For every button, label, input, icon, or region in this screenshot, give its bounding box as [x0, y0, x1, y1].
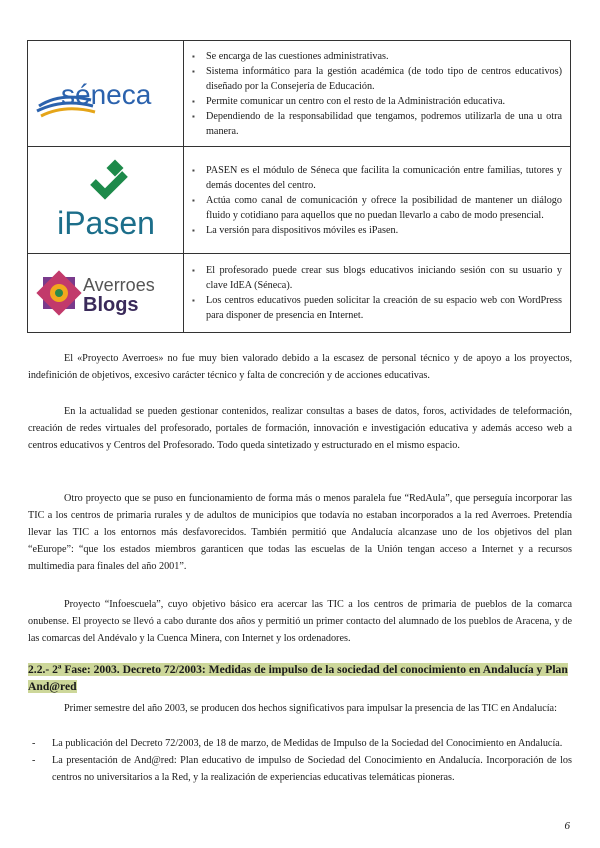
- list-item: ▪ El profesorado puede crear sus blogs educativos iniciando sesión con su usuario y clave IdEA (Séneca).: [202, 263, 562, 293]
- page-number: 6: [564, 820, 570, 832]
- list-item: ▪ La versión para dispositivos móviles es iPasen.: [202, 223, 562, 238]
- seneca-logo: [31, 64, 181, 124]
- paragraph-infoescuela: Proyecto “Infoescuela”, cuyo objetivo básico era acercar las TIC a los centros de primaria de pueblos de la comarca onubense. El proyecto se llevó a cabo durante dos años y permitió un primer contacto del alumnado de los pueblos de Aracena, y de las comarcas del Andévalo y la Cuenca Minera, con Internet y los ordenadores.: [28, 599, 572, 644]
- section-heading: [28, 661, 574, 695]
- seneca-description: [184, 41, 571, 147]
- seneca-logo-cell: [28, 41, 184, 147]
- section-heading-text: 2.2.- 2ª Fase: 2003. Decreto 72/2003: Medidas de impulso de la sociedad del conocimiento en Andalucía y Plan And@red: [28, 663, 568, 693]
- ipasen-logo-cell: [28, 147, 184, 254]
- ipasen-logo: [31, 152, 181, 248]
- paragraph-intro: Primer semestre del año 2003, se producen dos hechos significativos para impulsar la presencia de las TIC en Andalucía:: [64, 703, 557, 714]
- list-item: ▪ Se encarga de las cuestiones administrativas.: [202, 49, 562, 64]
- seneca-logo-text: séneca: [60, 78, 151, 110]
- averroes-description: [184, 254, 571, 333]
- list-item: ▪ PASEN es el módulo de Séneca que facilita la comunicación entre familias, tutores y demás docentes del centro.: [202, 163, 562, 193]
- paragraph-current-services: En la actualidad se pueden gestionar contenidos, realizar consultas a bases de datos, foros, actividades de teleformación, creación de redes virtuales del profesorado, portales de formación, innovación e investigación educativa y además acceso web a centros educativos y Centros del Profesorado. Todo queda sintetizado y estructurado en el mismo espacio.: [28, 406, 572, 451]
- ipasen-logo-text: iPasen: [56, 205, 155, 241]
- averroes-blogs-logo: [31, 263, 181, 323]
- ipasen-description: [184, 147, 571, 254]
- list-item: - La publicación del Decreto 72/2003, de 18 de marzo, de Medidas de Impulso de la Sociedad del Conocimiento en Andalucía.: [28, 735, 572, 752]
- blogs-logo-text: Blogs: [82, 294, 139, 316]
- milestones-list: [28, 735, 572, 786]
- list-item: ▪ Dependiendo de la responsabilidad que tengamos, podremos utilizarla de una u otra manera.: [202, 109, 562, 139]
- averroes-logo-text: Averroes: [82, 275, 155, 295]
- platforms-table: [27, 40, 571, 333]
- table-row: [28, 254, 571, 333]
- paragraph-averroes-assessment: El «Proyecto Averroes» no fue muy bien valorado debido a la escasez de personal técnico y de apoyo a los proyectos, indefinición de objetivos, excesivo carácter técnico y falta de concreción y de acciones educativas.: [28, 353, 572, 381]
- paragraph-redaula: Otro proyecto que se puso en funcionamiento de forma más o menos paralela fue “RedAula”, que perseguía incorporar las TIC a los centros de primaria rurales y de adultos de municipios que todavía no estaban incorporados a la red Averroes. Pretendía llevar las TIC a los entornos más desfavorecidos. También permitió que Andalucía alcanzase uno de los objetivos del plan “eEurope”: “que los estados miembros garanticen que todas las escuelas de la Unión tengan acceso a Internet y a recursos multimedia para finales del año 2001”.: [28, 493, 572, 572]
- list-item: ▪ Permite comunicar un centro con el resto de la Administración educativa.: [202, 94, 562, 109]
- list-item: ▪ Sistema informático para la gestión académica (de todo tipo de centros educativos) diseñado por la Consejería de Educación.: [202, 64, 562, 94]
- table-row: [28, 147, 571, 254]
- list-item: - La presentación de And@red: Plan educativo de impulso de Sociedad del Conocimiento en Andalucía. Incorporación de los centros no universitarios a la Red, y la realización de experiencias educativas telemáticas pioneras.: [28, 752, 572, 786]
- list-item: ▪ Los centros educativos pueden solicitar la creación de su espacio web con WordPress para disponer de presencia en Internet.: [202, 293, 562, 323]
- table-row: [28, 41, 571, 147]
- list-item: ▪ Actúa como canal de comunicación y ofrece la posibilidad de mantener un diálogo fluido y cotidiano para aquellos que no puedan llevarlo a cabo de modo presencial.: [202, 193, 562, 223]
- averroes-logo-cell: [28, 254, 184, 333]
